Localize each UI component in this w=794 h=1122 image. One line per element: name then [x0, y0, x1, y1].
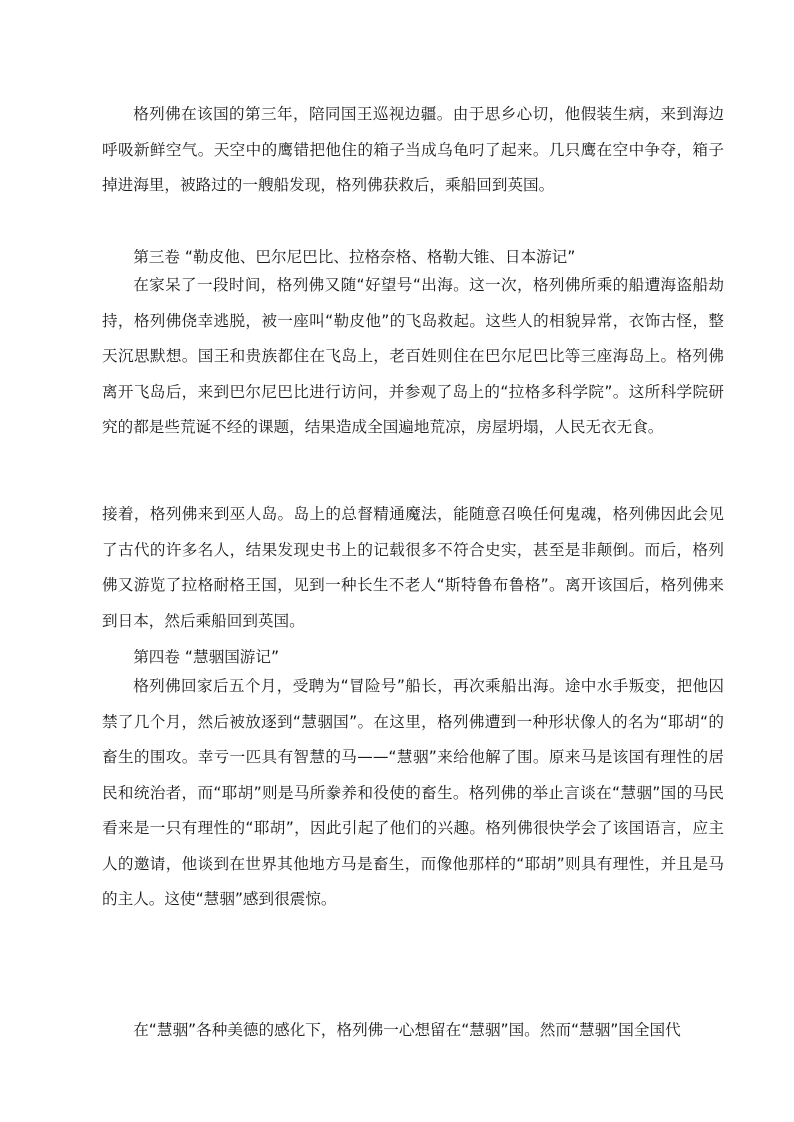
- paragraph-laputa-journey: 在家呆了一段时间，格列佛又随“好望号“出海。这一次，格列佛所乘的船遭海盗船劫持，格列佛侥幸逃脱，被一座叫“勒皮他”的飞岛救起。这些人的相貌异常，衣饰古怪，整天沉思默想。国王和贵族都住在飞岛上，老百姓则住在巴尔尼巴比等三座海岛上。格列佛离开飞岛后，来到巴尔尼巴比进行访问，并参观了岛上的“拉格多科学院”。这所科学院研究的都是些荒诞不经的课题，结果造成全国遍地荒凉，房屋坍塌，人民无衣无食。: [102, 276, 724, 436]
- heading-volume-four: 第四卷 “慧骃国游记”: [133, 648, 280, 666]
- heading-volume-three: 第三卷 “勒皮他、巴尔尼巴比、拉格奈格、格勒大锥、日本游记”: [133, 248, 576, 266]
- paragraph-houyhnhnm-virtues: 在“慧骃”各种美德的感化下，格列佛一心想留在“慧骃”国。然而“慧骃”国全国代: [133, 1021, 681, 1039]
- paragraph-houyhnhnm-land: 格列佛回家后五个月，受聘为“冒险号”船长，再次乘船出海。途中水手叛变，把他囚禁了几个月，然后被放逐到“慧骃国”。在这里，格列佛遭到一种形状像人的名为“耶胡“的畜生的围攻。幸亏一匹具有智慧的马——“慧骃”来给他解了围。原来马是该国有理性的居民和统治者，而“耶胡”则是马所豢养和役使的畜生。格列佛的举止言谈在“慧骃”国的马民看来是一只有理性的“耶胡”，因此引起了他们的兴趣。格列佛很快学会了该国语言，应主人的邀请，他谈到在世界其他地方马是畜生，而像他那样的“耶胡”则具有理性，并且是马的主人。这使“慧骃”感到很震惊。: [102, 677, 724, 908]
- paragraph-glubbdubdrib-japan: 接着，格列佛来到巫人岛。岛上的总督精通魔法，能随意召唤任何鬼魂，格列佛因此会见了古代的许多名人，结果发现史书上的记载很多不符合史实，甚至是非颠倒。而后，格列佛又游览了拉格耐格王国，见到一种长生不老人“斯特鲁布鲁格”。离开该国后，格列佛来到日本，然后乘船回到英国。: [102, 505, 724, 630]
- paragraph-brobdingnag-return: 格列佛在该国的第三年，陪同国王巡视边疆。由于思乡心切，他假装生病，来到海边呼吸新鲜空气。天空中的鹰错把他住的箱子当成乌龟叼了起来。几只鹰在空中争夺，箱子掉进海里，被路过的一艘船发现，格列佛获救后，乘船回到英国。: [102, 105, 724, 194]
